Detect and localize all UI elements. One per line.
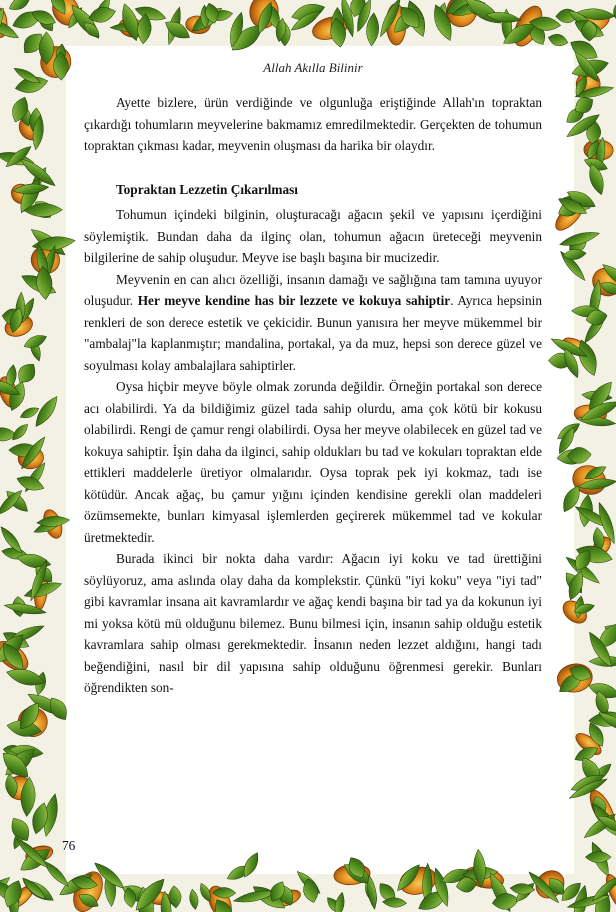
section-heading: Topraktan Lezzetin Çıkarılması bbox=[116, 181, 298, 197]
paragraph-no-obligation: Oysa hiçbir meyve böyle olmak zorunda değildir. Örneğin portakal son derece acı olabilirdi. Ya da bildiğimiz güzel tada sahip olurdu, ama çok kötü bir kokusu olabilirdi. Rengi de çamur rengi olabilirdi. Oysa her meyve olabilecek en güzel tad ve kokuya sahiptir. İşin daha da ilginci, sahip oldukları bu tad ve kokuları topraktan elde ettikleri maddelerle üretiyor olmalarıdır. Oysa toprak pek iyi kokmaz, tadı ise kötüdür. Ancak ağaç, bu çamur yığını içinden kendisine gerekli olan maddeleri özümsemekte, bunları kimyasal işlemlerden geçirerek mükemmel tad ve kokular üretmektedir. bbox=[84, 379, 542, 545]
running-head: Allah Akılla Bilinir bbox=[263, 60, 363, 75]
page-number: 76 bbox=[62, 838, 76, 853]
emphasis-unique-taste: Her meyve kendine has bir lezzete ve kokuya sahiptir bbox=[137, 293, 451, 308]
paragraph-intro: Ayette bizlere, ürün verdiğinde ve olgunluğa eriştiğinde Allah'ın topraktan çıkardığı tohumların meyvelerine bakmamız emredilmektedir. Gerçekten de tohumun topraktan çıkması kadar, meyvenin oluşması da harika bir olaydır. bbox=[84, 95, 542, 153]
page-body bbox=[84, 60, 542, 860]
paragraph-fruit-taste-end: . Ayrıca hepsinin renkleri de son derece estetik ve çekicidir. Bunun yanısıra her meyve mükemmel bir "ambalaj"la kaplanmıştır; mandalina, portakal, ya da muz, hepsi son derece güzel ve soyulması kolay ambalajlara sahiptirler. bbox=[84, 293, 542, 373]
paragraph-seed-information: Tohumun içindeki bilginin, oluşturacağı ağacın şekil ve yapısını içerdiğini söylemiştik. Bundan daha da ilginç olan, tohumun ağacın üreteceği meyvenin bilgilerine de sahip oluşudur. Meyve ise başlı başına bir mucizedir. bbox=[84, 207, 542, 265]
paragraph-second-point: Burada ikinci bir nokta daha vardır: Ağacın iyi koku ve tad ürettiğini söylüyoruz, ama aslında olay daha da komplekstir. Çünkü "iyi koku" veya "iyi tad" gibi kavramlar insana ait kavramlardır ve ağaç kendi başına bir tad ya da kokunun iyi mi yoksa kötü mü olduğunu bilemez. Bunu bilmesi için, insanın sahip olduğu estetik kavramlara sahip olması gerekmektedir. İnsanın neden lezzet aldığını, hangi tadı beğendiğini, nasıl bir dil yapısına sahip olduğunu öğrenmesi gerekir. Bunları öğrendikten son- bbox=[84, 551, 542, 695]
paragraph-fruit-taste-start: Meyvenin en can alıcı özelliği, insanın damağı ve sağlığına tam tamına uyuyor oluşudur. bbox=[84, 271, 542, 308]
paragraph-fruit-taste bbox=[84, 269, 542, 377]
